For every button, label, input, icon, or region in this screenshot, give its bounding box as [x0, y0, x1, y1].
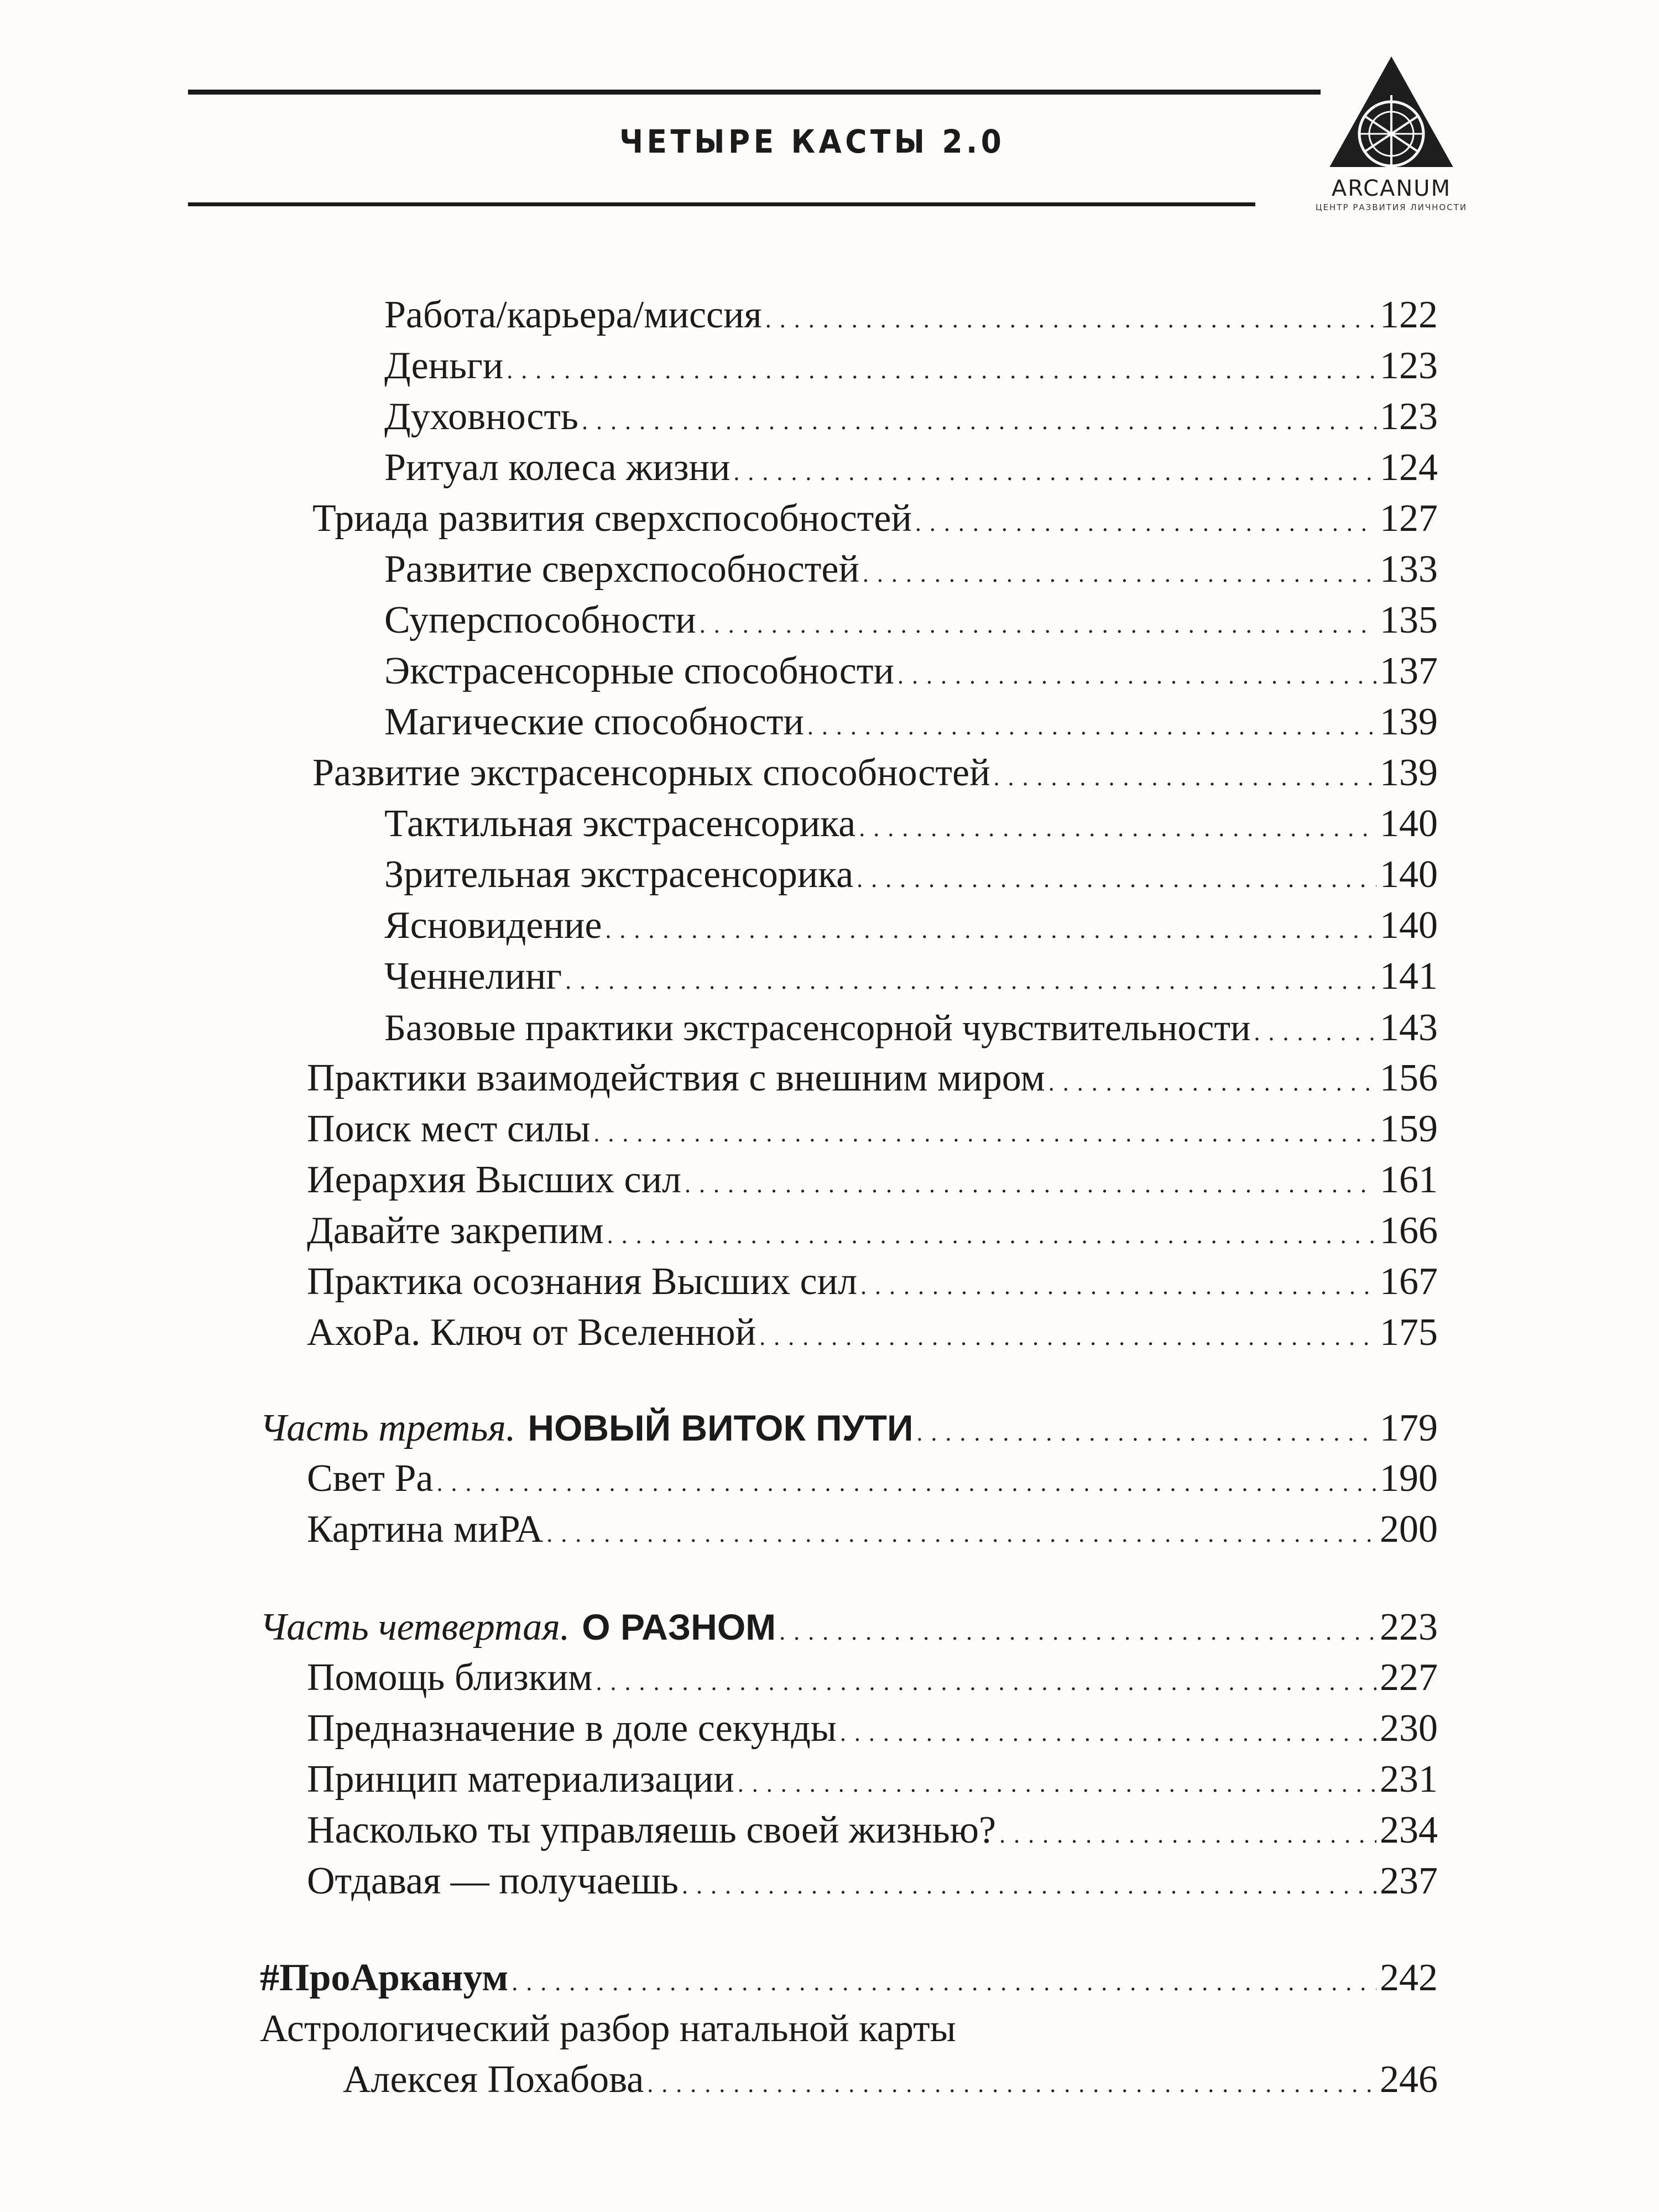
- toc-entry-title: Экстрасенсорные способности: [384, 650, 894, 692]
- toc-page-number: 156: [1380, 1057, 1438, 1099]
- toc-page-number: 237: [1380, 1860, 1438, 1902]
- dot-leader: [733, 447, 1376, 497]
- toc-entry: [384, 901, 1438, 951]
- toc-page-number: 137: [1380, 650, 1438, 692]
- dot-leader: [999, 1810, 1376, 1860]
- toc-entry-title: Магические способности: [384, 701, 804, 743]
- toc-page-number: 242: [1380, 1957, 1438, 1999]
- dot-leader: [700, 600, 1376, 650]
- dot-leader: [546, 1509, 1376, 1559]
- part-label: Часть третья.: [260, 1407, 516, 1449]
- toc-page-number: 159: [1380, 1108, 1438, 1150]
- toc-page-number: 223: [1380, 1606, 1438, 1648]
- toc-part-heading: [260, 1403, 1438, 1453]
- dot-leader: [840, 1708, 1376, 1758]
- toc-entry: [384, 1003, 1438, 1052]
- toc-entry: [307, 1308, 1438, 1358]
- toc-entry: [384, 799, 1438, 849]
- toc-page-number: 122: [1380, 294, 1438, 336]
- toc-entry-title-line1: Астрологический разбор натальной карты: [260, 2007, 956, 2050]
- toc-entry: [307, 1856, 1438, 1906]
- toc-entry: [307, 1104, 1438, 1154]
- dot-leader: [898, 651, 1376, 701]
- toc-page-number: 123: [1380, 345, 1438, 387]
- logo-tagline: ЦЕНТР РАЗВИТИЯ ЛИЧНОСТИ: [1315, 202, 1468, 212]
- dot-leader: [738, 1759, 1376, 1809]
- toc-entry: [384, 646, 1438, 696]
- toc-page-number: 200: [1380, 1508, 1438, 1551]
- toc-entry-title: Базовые практики экстрасенсорной чувствительности: [384, 1006, 1251, 1048]
- toc-page-number: 140: [1380, 802, 1438, 845]
- toc-entry-title: Принцип материализации: [307, 1758, 734, 1801]
- toc-entry: [384, 850, 1438, 900]
- toc-part-heading: [260, 1602, 1438, 1652]
- toc-entry: [307, 1206, 1438, 1256]
- toc-entry: [384, 443, 1438, 493]
- toc-entry: [307, 1155, 1438, 1205]
- part-label: Часть четвертая.: [260, 1606, 570, 1648]
- dot-leader: [437, 1458, 1377, 1508]
- dot-leader: [863, 549, 1376, 599]
- part-title: О РАЗНОМ: [582, 1606, 776, 1647]
- toc-entry: [384, 392, 1438, 442]
- toc-page-number: 230: [1380, 1707, 1438, 1750]
- toc-page-number: 141: [1380, 955, 1438, 998]
- toc-entry: [343, 2055, 1438, 2105]
- toc-entry: [384, 952, 1438, 1001]
- toc-entry-title: Духовность: [384, 395, 578, 438]
- dot-leader: [779, 1607, 1376, 1657]
- dot-leader: [582, 397, 1376, 446]
- toc-entry: [384, 596, 1438, 645]
- toc-page-number: 127: [1380, 497, 1438, 540]
- toc-entry-title: Деньги: [384, 345, 504, 387]
- dot-leader: [915, 498, 1376, 548]
- dot-leader: [759, 1312, 1376, 1362]
- toc-page-number: 139: [1380, 701, 1438, 743]
- toc-entry: [307, 1806, 1438, 1855]
- dot-leader: [596, 1657, 1376, 1707]
- dot-leader: [605, 905, 1376, 955]
- toc-entry-title: Помощь близким: [307, 1656, 593, 1699]
- toc-page-number: 234: [1380, 1809, 1438, 1851]
- toc-entry-title: Суперспособности: [384, 599, 696, 641]
- toc-entry-title: Иерархия Высших сил: [307, 1159, 681, 1201]
- dot-leader: [685, 1160, 1376, 1209]
- toc-entry-title: Зрительная экстрасенсорика: [384, 853, 854, 896]
- toc-page-number: 140: [1380, 853, 1438, 896]
- toc-page-number: 166: [1380, 1209, 1438, 1252]
- toc-entry: [384, 290, 1438, 340]
- toc-entry: [307, 1505, 1438, 1554]
- toc-page-number: 124: [1380, 446, 1438, 489]
- dot-leader: [807, 702, 1376, 752]
- toc-page-number: 135: [1380, 599, 1438, 641]
- dot-leader: [859, 804, 1376, 853]
- dot-leader: [1254, 1008, 1376, 1057]
- toc-page-number: 246: [1380, 2058, 1438, 2101]
- toc-entry: [307, 1454, 1438, 1504]
- toc-entry-title: Поиск мест силы: [307, 1108, 591, 1150]
- part-title: НОВЫЙ ВИТОК ПУТИ: [528, 1407, 914, 1448]
- toc-entry-title-line2: Алексея Похабова: [343, 2058, 644, 2101]
- toc-entry-title: Насколько ты управляешь своей жизнью?: [307, 1809, 997, 1851]
- toc-entry: [260, 1953, 1438, 2003]
- toc-entry-title: Развитие экстрасенсорных способностей: [312, 752, 990, 794]
- dot-leader: [857, 854, 1376, 904]
- toc-page-number: 143: [1380, 1006, 1438, 1049]
- toc-entry: [384, 341, 1438, 391]
- toc-entry-title: Работа/карьера/миссия: [384, 294, 762, 336]
- toc-entry: [384, 697, 1438, 747]
- toc-entry-title: #ПроАрканум: [260, 1957, 509, 1999]
- toc-page-number: 231: [1380, 1758, 1438, 1801]
- toc-page-number: 175: [1380, 1311, 1438, 1354]
- toc-entry: [307, 1704, 1438, 1754]
- toc-entry-title: Свет Ра: [307, 1457, 434, 1500]
- toc-entry: [384, 545, 1438, 594]
- toc-entry: [307, 1053, 1438, 1103]
- toc-page-number: 167: [1380, 1260, 1438, 1303]
- toc-page-number: 161: [1380, 1159, 1438, 1201]
- logo-wordmark: ARCANUM: [1331, 176, 1452, 201]
- toc-page-number: 190: [1380, 1457, 1438, 1500]
- toc-page-number: 133: [1380, 548, 1438, 591]
- toc-entry-title: Картина миРА: [307, 1508, 544, 1551]
- dot-leader: [507, 346, 1376, 395]
- dot-leader: [607, 1211, 1376, 1260]
- dot-leader: [916, 1408, 1376, 1458]
- toc-entry-title: АхоРа. Ключ от Вселенной: [307, 1311, 757, 1354]
- toc-entry-title: Тактильная экстрасенсорика: [384, 802, 856, 845]
- toc-entry: [307, 1755, 1438, 1804]
- dot-leader: [593, 1109, 1376, 1159]
- dot-leader: [994, 753, 1376, 802]
- dot-leader: [512, 1958, 1376, 2007]
- dot-leader: [860, 1261, 1376, 1311]
- dot-leader: [765, 295, 1376, 345]
- toc-entry-title: Практики взаимодействия с внешним миром: [307, 1057, 1045, 1099]
- toc-page-number: 140: [1380, 904, 1438, 947]
- toc-entry-title: Предназначение в доле секунды: [307, 1707, 837, 1750]
- toc-entry: [307, 1653, 1438, 1703]
- dot-leader: [1048, 1058, 1376, 1108]
- toc-entry-title: Отдавая — получаешь: [307, 1860, 679, 1902]
- toc-page-number: 123: [1380, 395, 1438, 438]
- toc-entry-title: Ритуал колеса жизни: [384, 446, 731, 489]
- toc-page-number: 227: [1380, 1656, 1438, 1699]
- dot-leader: [565, 956, 1376, 1006]
- toc-page-number: 139: [1380, 752, 1438, 794]
- toc-entry-title: Ясновидение: [384, 904, 602, 947]
- toc-entry-title: Развитие сверхспособностей: [384, 548, 859, 591]
- toc-page-number: 179: [1380, 1407, 1438, 1449]
- toc-entry: [307, 1257, 1438, 1307]
- toc-entry-title: Практика осознания Высших сил: [307, 1260, 858, 1303]
- toc-entry: [312, 494, 1438, 544]
- toc-entry-title: Триада развития сверхспособностей: [312, 497, 912, 540]
- running-title: ЧЕТЫРЕ КАСТЫ 2.0: [619, 123, 1005, 160]
- dot-leader: [647, 2059, 1376, 2109]
- dot-leader: [682, 1861, 1376, 1911]
- toc-entry-title: Ченнелинг: [384, 955, 562, 998]
- toc-entry: [312, 748, 1438, 798]
- toc-entry-title: Давайте закрепим: [307, 1209, 604, 1252]
